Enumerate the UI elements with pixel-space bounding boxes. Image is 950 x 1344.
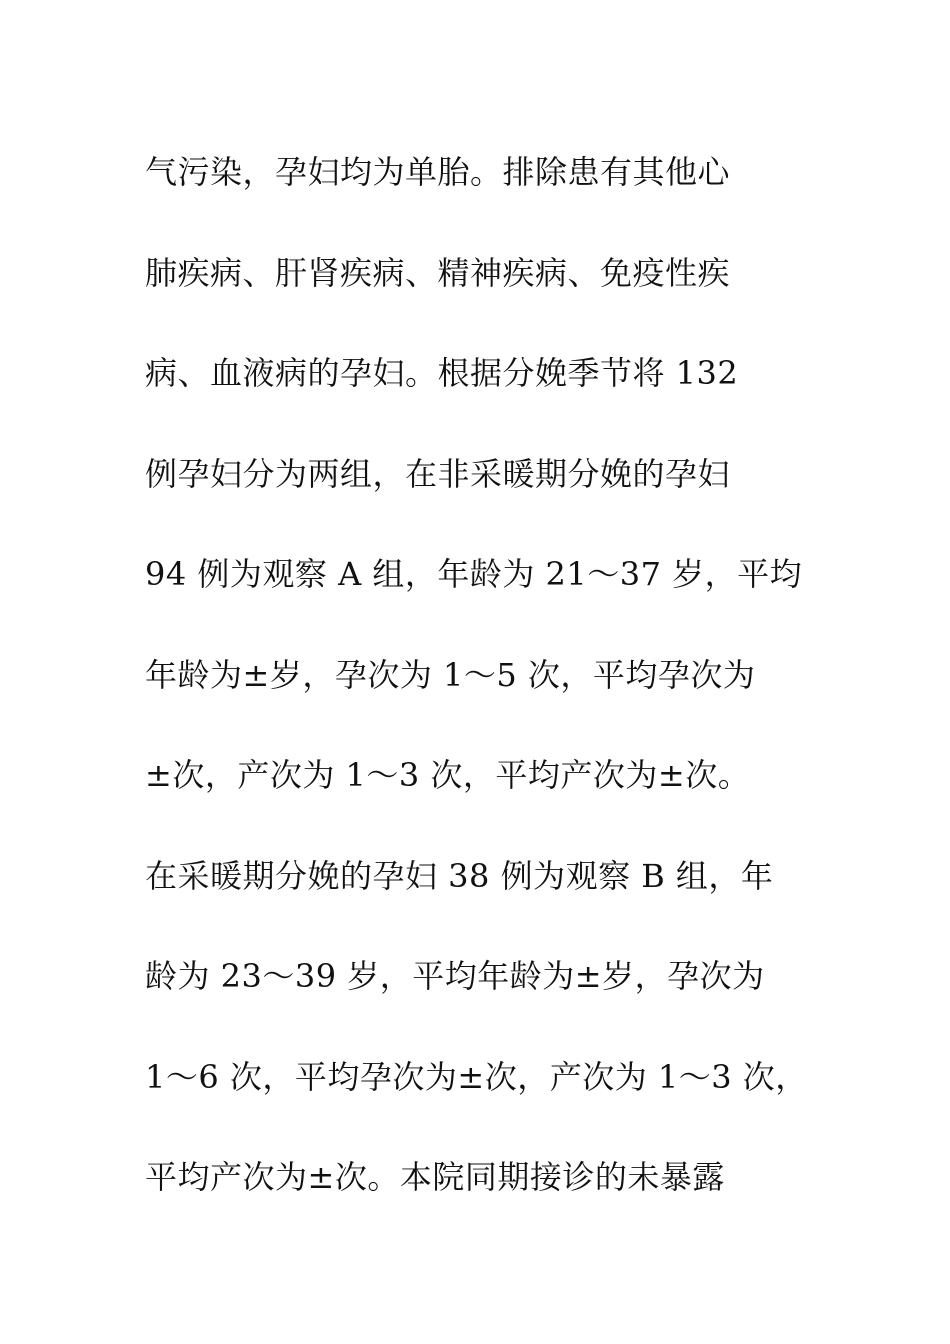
text-line-2: 肺疾病、肝肾疾病、精神疾病、免疫性疾 (145, 253, 731, 292)
text-line-3: 病、血液病的孕妇。根据分娩季节将 132 (145, 354, 739, 392)
text-line-5: 94 例为观察 A 组，年龄为 21～37 岁，平均 (145, 555, 803, 593)
text-line-1: 气污染，孕妇均为单胎。排除患有其他心 (145, 153, 731, 191)
text-line-11: 平均产次为±次。本院同期接诊的未暴露 (145, 1158, 725, 1196)
text-line-4: 例孕妇分为两组，在非采暖期分娩的孕妇 (145, 454, 731, 493)
text-line-9: 龄为 23～39 岁，平均年龄为±岁，孕次为 (145, 957, 765, 995)
text-line-6: 年龄为±岁，孕次为 1～5 次，平均孕次为 (145, 655, 756, 694)
text-line-8: 在采暖期分娩的孕妇 38 例为观察 B 组，年 (145, 856, 774, 895)
body-text (145, 122, 845, 1228)
text-line-7: ±次，产次为 1～3 次，平均产次为±次。 (145, 756, 751, 794)
text-line-10: 1～6 次，平均孕次为±次，产次为 1～3 次， (145, 1057, 808, 1096)
